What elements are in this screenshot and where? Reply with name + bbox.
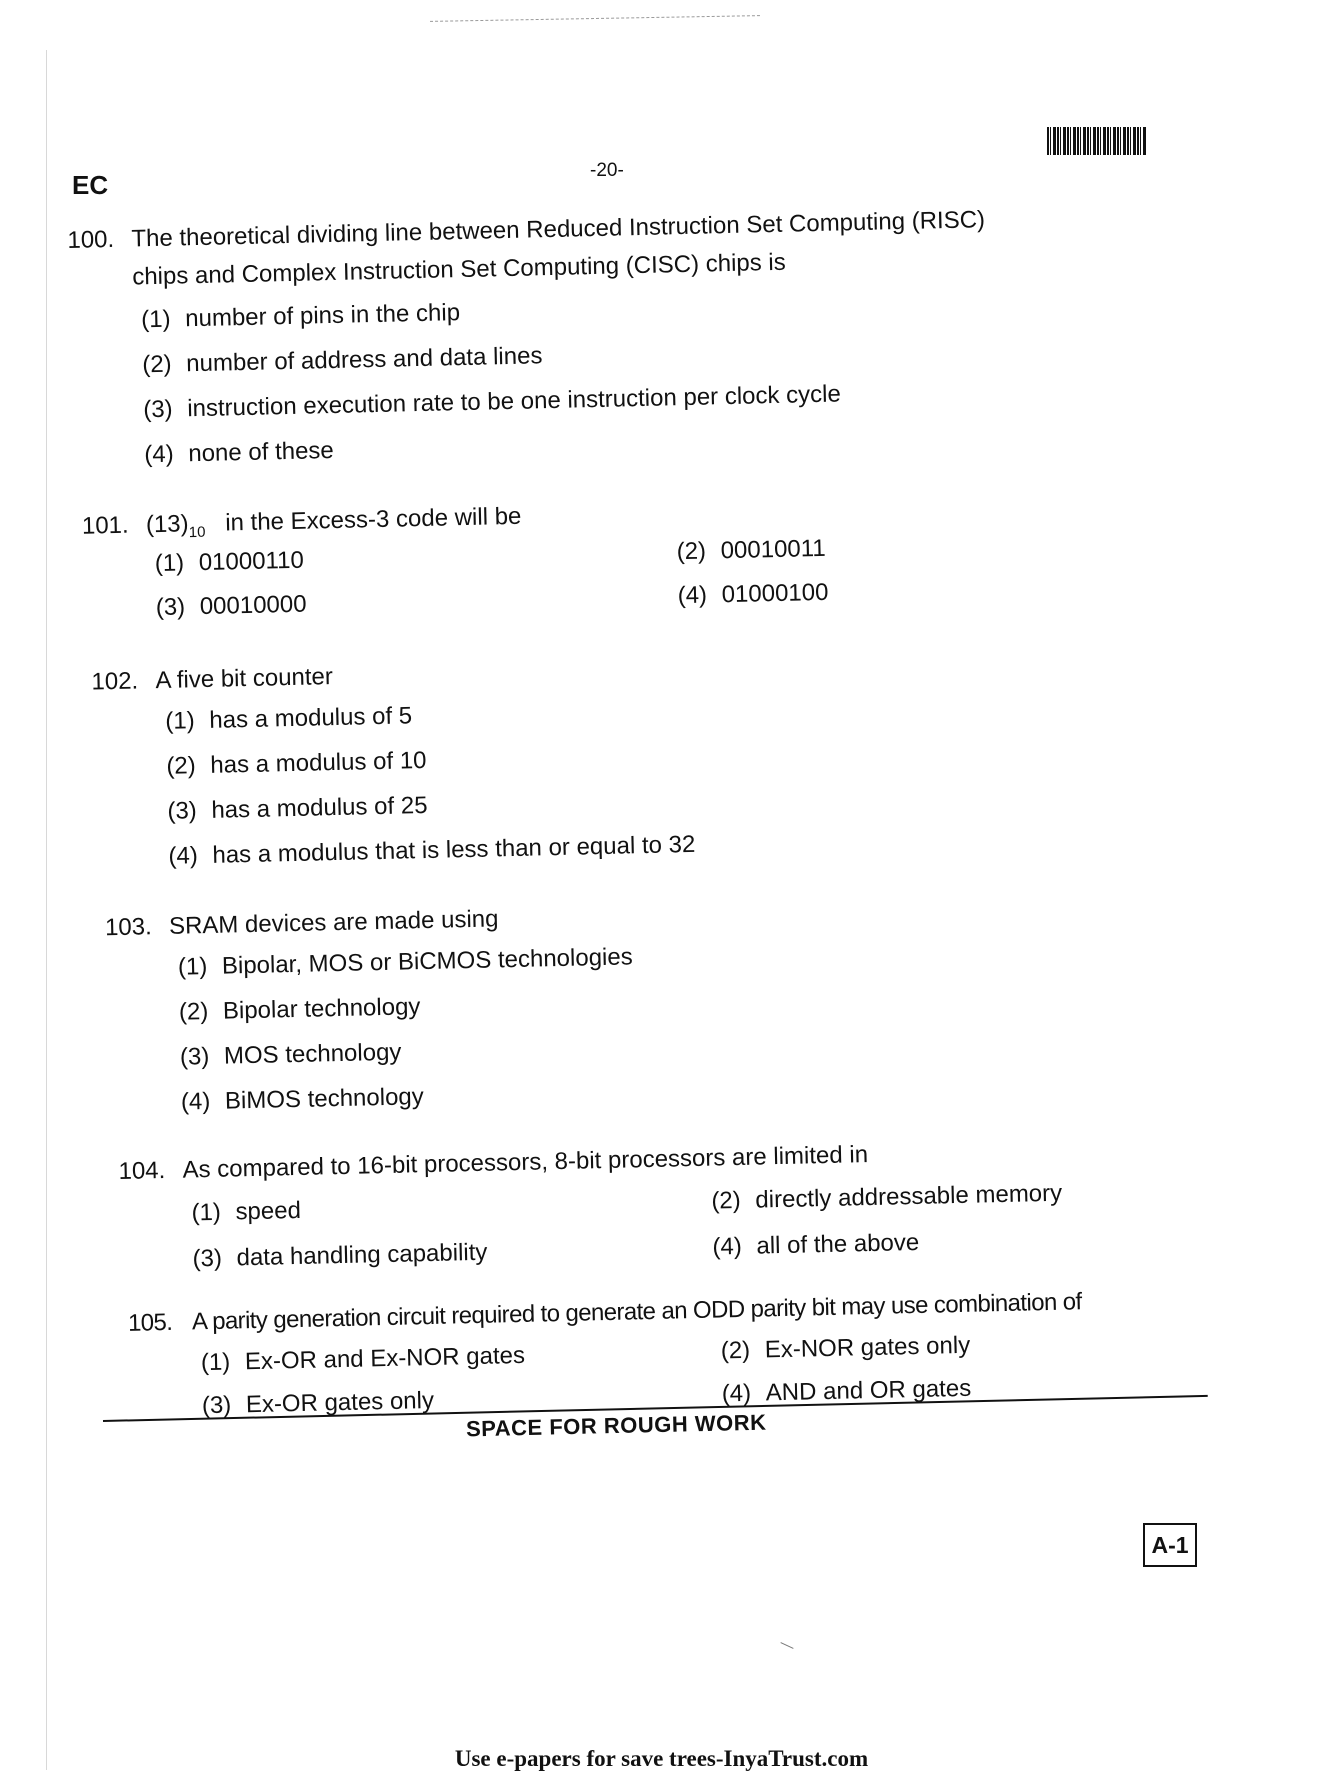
question-stem: A parity generation circuit required to generate an ODD parity bit may use combination of — [191, 1288, 1082, 1336]
question-102 — [91, 641, 1092, 702]
question-number: 104. — [118, 1156, 166, 1186]
option-100-2: (2) number of address and data lines — [141, 342, 543, 379]
option-105-3: (3) Ex-OR gates only — [201, 1386, 435, 1420]
option-102-1: (1) has a modulus of 5 — [165, 702, 413, 735]
question-stem: A five bit counter — [155, 663, 334, 695]
option-103-3: (3) MOS technology — [179, 1038, 402, 1071]
option-100-4: (4) none of these — [144, 436, 335, 469]
option-104-2: (2) directly addressable memory — [711, 1179, 1063, 1215]
question-stem: in the Excess-3 code will be — [224, 502, 522, 537]
option-100-3: (3) instruction execution rate to be one instruction per clock cycle — [142, 380, 842, 424]
base-subscript: 10 — [188, 523, 206, 542]
option-102-4: (4) has a modulus that is less than or equal to 32 — [168, 830, 696, 870]
option-101-4: (4) 01000100 — [677, 578, 829, 610]
question-number: 105. — [127, 1308, 173, 1337]
option-102-3: (3) has a modulus of 25 — [167, 791, 428, 825]
question-101 — [82, 485, 1083, 554]
question-105 — [128, 1280, 1229, 1343]
question-number: 103. — [104, 913, 153, 942]
option-104-4: (4) all of the above — [712, 1228, 920, 1261]
option-103-4: (4) BiMOS technology — [180, 1083, 425, 1116]
question-stem: As compared to 16-bit processors, 8-bit processors are limited in — [182, 1141, 869, 1184]
rough-work-label: SPACE FOR ROUGH WORK — [465, 1409, 767, 1442]
option-103-1: (1) Bipolar, MOS or BiCMOS technologies — [177, 943, 633, 981]
question-number: 101. — [81, 511, 129, 540]
question-100 — [67, 198, 1128, 298]
option-104-3: (3) data handling capability — [192, 1238, 488, 1273]
question-stem: The theoretical dividing line between Reduced Instruction Set Computing (RISC) — [131, 206, 986, 253]
page-number: -20- — [590, 160, 624, 181]
option-101-1: (1) 01000110 — [154, 546, 305, 578]
option-105-1: (1) Ex-OR and Ex-NOR gates — [200, 1341, 526, 1377]
section-code: EC — [72, 170, 109, 200]
option-100-1: (1) number of pins in the chip — [140, 299, 461, 334]
question-number: 100. — [67, 225, 115, 254]
option-104-1: (1) speed — [191, 1196, 302, 1227]
option-101-3: (3) 00010000 — [155, 590, 307, 622]
option-105-4: (4) AND and OR gates — [721, 1374, 972, 1408]
question-stem-value: (13) — [145, 510, 189, 539]
booklet-code: A-1 — [1143, 1523, 1197, 1567]
scan-speck — [780, 1642, 793, 1649]
option-103-2: (2) Bipolar technology — [178, 993, 421, 1026]
option-101-2: (2) 00010011 — [676, 534, 826, 566]
question-103 — [105, 887, 1106, 948]
option-105-2: (2) Ex-NOR gates only — [720, 1331, 971, 1365]
question-stem: SRAM devices are made using — [168, 905, 499, 940]
option-102-2: (2) has a modulus of 10 — [166, 746, 427, 780]
question-number: 102. — [91, 667, 139, 696]
footer-text: Use e-papers for save trees-InyaTrust.com — [454, 1746, 869, 1771]
question-stem-continued: chips and Complex Instruction Set Computing (CISC) chips is — [131, 248, 787, 291]
